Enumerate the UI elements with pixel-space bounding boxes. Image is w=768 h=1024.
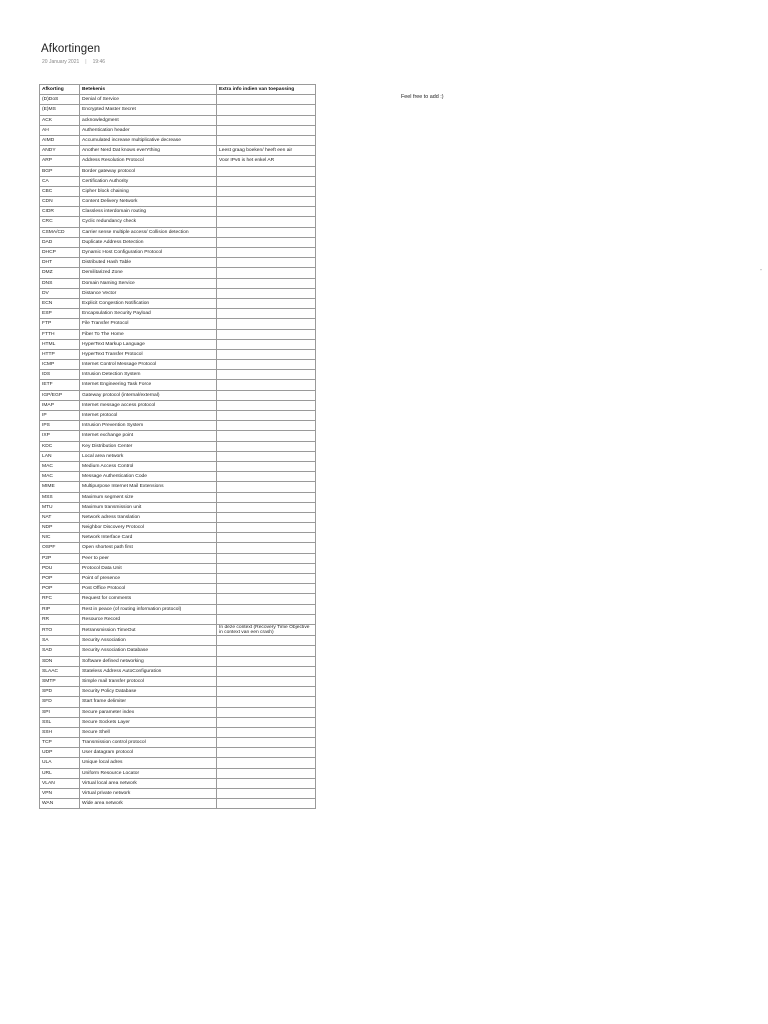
table-row bbox=[40, 636, 316, 646]
cell-meaning[interactable]: Local area network bbox=[80, 451, 217, 461]
cell-extra-info[interactable] bbox=[217, 687, 316, 697]
table-row bbox=[40, 431, 316, 441]
table-row bbox=[40, 574, 316, 584]
page-title: Afkortingen bbox=[41, 43, 101, 55]
cell-extra-info[interactable] bbox=[217, 349, 316, 359]
cell-extra-info[interactable] bbox=[217, 799, 316, 809]
cell-abbreviation[interactable]: (E)MS bbox=[40, 105, 80, 115]
cell-meaning[interactable]: Protocol Data Unit bbox=[80, 563, 217, 573]
cell-extra-info[interactable] bbox=[217, 176, 316, 186]
cell-extra-info[interactable] bbox=[217, 197, 316, 207]
table-row bbox=[40, 738, 316, 748]
cell-meaning[interactable]: acknowledgment bbox=[80, 115, 217, 125]
cell-extra-info[interactable] bbox=[217, 360, 316, 370]
cell-abbreviation[interactable]: IETF bbox=[40, 380, 80, 390]
table-row bbox=[40, 370, 316, 380]
table-row bbox=[40, 717, 316, 727]
cell-extra-info[interactable]: In deze context (Recovery Time Objective in context van een crash) bbox=[217, 624, 316, 635]
cell-meaning[interactable]: Maximum transmission unit bbox=[80, 502, 217, 512]
cell-meaning[interactable]: Cyclic redundancy check bbox=[80, 217, 217, 227]
cell-extra-info[interactable] bbox=[217, 533, 316, 543]
cell-abbreviation[interactable]: SAD bbox=[40, 646, 80, 656]
side-note[interactable]: Feel free to add :) bbox=[401, 94, 444, 100]
cell-extra-info[interactable] bbox=[217, 400, 316, 410]
cell-extra-info[interactable] bbox=[217, 319, 316, 329]
table-row bbox=[40, 135, 316, 145]
cell-abbreviation[interactable]: ANDY bbox=[40, 146, 80, 156]
cell-meaning[interactable]: Domain Naming Service bbox=[80, 278, 217, 288]
cell-abbreviation[interactable]: UDP bbox=[40, 748, 80, 758]
stray-mark: " bbox=[760, 269, 762, 275]
cell-extra-info[interactable] bbox=[217, 390, 316, 400]
meta-separator: | bbox=[85, 59, 87, 65]
cell-extra-info[interactable] bbox=[217, 697, 316, 707]
header-extra-info[interactable]: Extra info indien van toepassing bbox=[217, 85, 316, 95]
cell-meaning[interactable]: Retransmission TimeOut bbox=[80, 624, 217, 635]
cell-extra-info[interactable] bbox=[217, 614, 316, 624]
cell-meaning[interactable]: Rest in peace (of routing information protocol) bbox=[80, 604, 217, 614]
table-row bbox=[40, 390, 316, 400]
cell-abbreviation[interactable]: DHT bbox=[40, 258, 80, 268]
table-row bbox=[40, 95, 316, 105]
table-row bbox=[40, 186, 316, 196]
table-row bbox=[40, 278, 316, 288]
cell-meaning[interactable]: Certification Authority bbox=[80, 176, 217, 186]
cell-meaning[interactable]: Transmission control protocol bbox=[80, 738, 217, 748]
cell-abbreviation[interactable]: MTU bbox=[40, 502, 80, 512]
cell-abbreviation[interactable]: AIMD bbox=[40, 135, 80, 145]
cell-extra-info[interactable] bbox=[217, 186, 316, 196]
cell-abbreviation[interactable]: SLAAC bbox=[40, 666, 80, 676]
table-row bbox=[40, 115, 316, 125]
cell-extra-info[interactable] bbox=[217, 748, 316, 758]
cell-meaning[interactable]: Gateway protocol (internal/external) bbox=[80, 390, 217, 400]
header-meaning[interactable]: Betekenis bbox=[80, 85, 217, 95]
cell-abbreviation[interactable]: RR bbox=[40, 614, 80, 624]
cell-meaning[interactable]: Internet protocol bbox=[80, 411, 217, 421]
cell-extra-info[interactable] bbox=[217, 105, 316, 115]
cell-meaning[interactable]: Post Office Protocol bbox=[80, 584, 217, 594]
table-row bbox=[40, 105, 316, 115]
table-row bbox=[40, 207, 316, 217]
table-row bbox=[40, 237, 316, 247]
cell-abbreviation[interactable]: FTTH bbox=[40, 329, 80, 339]
table-row bbox=[40, 707, 316, 717]
table-row bbox=[40, 421, 316, 431]
cell-meaning[interactable]: Stateless Address AutoConfiguration bbox=[80, 666, 217, 676]
cell-extra-info[interactable] bbox=[217, 207, 316, 217]
table-row bbox=[40, 441, 316, 451]
cell-extra-info[interactable] bbox=[217, 768, 316, 778]
cell-abbreviation[interactable]: SDN bbox=[40, 656, 80, 666]
cell-abbreviation[interactable]: NIC bbox=[40, 533, 80, 543]
table-body bbox=[40, 95, 316, 809]
cell-extra-info[interactable] bbox=[217, 298, 316, 308]
cell-abbreviation[interactable]: AH bbox=[40, 125, 80, 135]
table-row bbox=[40, 349, 316, 359]
cell-extra-info[interactable]: Voor IPv6 is het enkel AR bbox=[217, 156, 316, 166]
table-row bbox=[40, 176, 316, 186]
cell-abbreviation[interactable]: SPI bbox=[40, 707, 80, 717]
table-row bbox=[40, 288, 316, 298]
cell-extra-info[interactable] bbox=[217, 604, 316, 614]
cell-meaning[interactable]: Demilitarized Zone bbox=[80, 268, 217, 278]
cell-extra-info[interactable] bbox=[217, 727, 316, 737]
cell-extra-info[interactable] bbox=[217, 217, 316, 227]
cell-extra-info[interactable] bbox=[217, 339, 316, 349]
table-row bbox=[40, 156, 316, 166]
cell-abbreviation[interactable]: FTP bbox=[40, 319, 80, 329]
table-row bbox=[40, 482, 316, 492]
cell-extra-info[interactable] bbox=[217, 563, 316, 573]
cell-meaning[interactable]: Carrier sense multiple access/ Collision detection bbox=[80, 227, 217, 237]
cell-abbreviation[interactable]: DMZ bbox=[40, 268, 80, 278]
table-row bbox=[40, 380, 316, 390]
table-row bbox=[40, 298, 316, 308]
table-row bbox=[40, 727, 316, 737]
cell-extra-info[interactable] bbox=[217, 646, 316, 656]
cell-abbreviation[interactable]: (D)DoS bbox=[40, 95, 80, 105]
table-row bbox=[40, 248, 316, 258]
cell-abbreviation[interactable]: POP bbox=[40, 574, 80, 584]
cell-extra-info[interactable] bbox=[217, 553, 316, 563]
cell-abbreviation[interactable]: DAD bbox=[40, 237, 80, 247]
cell-abbreviation[interactable]: ARP bbox=[40, 156, 80, 166]
cell-extra-info[interactable] bbox=[217, 472, 316, 482]
table-row bbox=[40, 146, 316, 156]
cell-meaning[interactable]: HyperText Markup Language bbox=[80, 339, 217, 349]
page-time: 19:46 bbox=[92, 59, 106, 65]
cell-abbreviation[interactable]: P2P bbox=[40, 553, 80, 563]
cell-extra-info[interactable] bbox=[217, 135, 316, 145]
cell-abbreviation[interactable]: IDS bbox=[40, 370, 80, 380]
table-row bbox=[40, 656, 316, 666]
cell-abbreviation[interactable]: SSL bbox=[40, 717, 80, 727]
cell-extra-info[interactable] bbox=[217, 411, 316, 421]
cell-extra-info[interactable] bbox=[217, 431, 316, 441]
cell-extra-info[interactable] bbox=[217, 370, 316, 380]
page-date: 20 January 2021 bbox=[42, 59, 80, 65]
table-row bbox=[40, 492, 316, 502]
cell-extra-info[interactable] bbox=[217, 656, 316, 666]
cell-abbreviation[interactable]: DNS bbox=[40, 278, 80, 288]
cell-meaning[interactable]: Multipurpose Internet Mail Extensions bbox=[80, 482, 217, 492]
cell-meaning[interactable]: HyperText Transfer Protocol bbox=[80, 349, 217, 359]
cell-meaning[interactable]: Network Interface Card bbox=[80, 533, 217, 543]
cell-meaning[interactable]: Fiber To The Home bbox=[80, 329, 217, 339]
cell-meaning[interactable]: Secure parameter index bbox=[80, 707, 217, 717]
cell-meaning[interactable]: Denial of Service bbox=[80, 95, 217, 105]
cell-meaning[interactable]: Neighbor Discovery Protocol bbox=[80, 523, 217, 533]
cell-meaning[interactable]: Message Authentication Code bbox=[80, 472, 217, 482]
cell-meaning[interactable]: Wide area network bbox=[80, 799, 217, 809]
table-row bbox=[40, 217, 316, 227]
cell-meaning[interactable]: Security Association bbox=[80, 636, 217, 646]
cell-extra-info[interactable] bbox=[217, 636, 316, 646]
cell-meaning[interactable]: Internet Control Message Protocol bbox=[80, 360, 217, 370]
cell-abbreviation[interactable]: HTTP bbox=[40, 349, 80, 359]
cell-extra-info[interactable] bbox=[217, 248, 316, 258]
table-row bbox=[40, 319, 316, 329]
cell-meaning[interactable]: Network adress translation bbox=[80, 512, 217, 522]
cell-meaning[interactable]: Encapsulation Security Payload bbox=[80, 309, 217, 319]
table-row bbox=[40, 512, 316, 522]
table-row bbox=[40, 748, 316, 758]
table-row bbox=[40, 461, 316, 471]
cell-extra-info[interactable] bbox=[217, 584, 316, 594]
cell-abbreviation[interactable]: ULA bbox=[40, 758, 80, 768]
table-row bbox=[40, 614, 316, 624]
table-row bbox=[40, 125, 316, 135]
header-abbreviation[interactable]: Afkorting bbox=[40, 85, 80, 95]
cell-extra-info[interactable] bbox=[217, 512, 316, 522]
cell-meaning[interactable]: Security Policy Database bbox=[80, 687, 217, 697]
cell-abbreviation[interactable]: VLAN bbox=[40, 778, 80, 788]
cell-abbreviation[interactable]: ICMP bbox=[40, 360, 80, 370]
table-header-row bbox=[40, 85, 316, 95]
cell-abbreviation[interactable]: DV bbox=[40, 288, 80, 298]
table-row bbox=[40, 502, 316, 512]
table-row bbox=[40, 697, 316, 707]
table-row bbox=[40, 411, 316, 421]
cell-meaning[interactable]: Authentication header bbox=[80, 125, 217, 135]
cell-meaning[interactable]: Simple mail transfer protocol bbox=[80, 676, 217, 686]
cell-extra-info[interactable] bbox=[217, 278, 316, 288]
table-row bbox=[40, 594, 316, 604]
cell-abbreviation[interactable]: HTML bbox=[40, 339, 80, 349]
cell-meaning[interactable]: Virtual private network bbox=[80, 789, 217, 799]
cell-abbreviation[interactable]: IP bbox=[40, 411, 80, 421]
cell-extra-info[interactable]: Leest graag boeken/ heeft een air bbox=[217, 146, 316, 156]
cell-abbreviation[interactable]: CA bbox=[40, 176, 80, 186]
table-row bbox=[40, 563, 316, 573]
cell-meaning[interactable]: Encrypted Master Secret bbox=[80, 105, 217, 115]
cell-extra-info[interactable] bbox=[217, 227, 316, 237]
cell-meaning[interactable]: Distance Vector bbox=[80, 288, 217, 298]
cell-abbreviation[interactable]: MIME bbox=[40, 482, 80, 492]
table-row bbox=[40, 523, 316, 533]
cell-meaning[interactable]: Maximum segment size bbox=[80, 492, 217, 502]
cell-meaning[interactable]: Request for comments bbox=[80, 594, 217, 604]
cell-abbreviation[interactable]: POP bbox=[40, 584, 80, 594]
cell-meaning[interactable]: Cipher block chaining bbox=[80, 186, 217, 196]
cell-meaning[interactable]: Point of presence bbox=[80, 574, 217, 584]
cell-abbreviation[interactable]: NDP bbox=[40, 523, 80, 533]
cell-extra-info[interactable] bbox=[217, 492, 316, 502]
cell-extra-info[interactable] bbox=[217, 451, 316, 461]
cell-abbreviation[interactable]: PDU bbox=[40, 563, 80, 573]
cell-meaning[interactable]: Internet exchange point bbox=[80, 431, 217, 441]
cell-abbreviation[interactable]: SFD bbox=[40, 697, 80, 707]
cell-meaning[interactable]: Secure Shell bbox=[80, 727, 217, 737]
table-row bbox=[40, 666, 316, 676]
table-row bbox=[40, 533, 316, 543]
table-row bbox=[40, 778, 316, 788]
cell-abbreviation[interactable]: WAN bbox=[40, 799, 80, 809]
cell-meaning[interactable]: Content Delivery Network bbox=[80, 197, 217, 207]
cell-meaning[interactable]: Unique local adres bbox=[80, 758, 217, 768]
cell-meaning[interactable]: Security Association Database bbox=[80, 646, 217, 656]
cell-abbreviation[interactable]: CSMA/CD bbox=[40, 227, 80, 237]
table-row bbox=[40, 451, 316, 461]
cell-extra-info[interactable] bbox=[217, 329, 316, 339]
cell-abbreviation[interactable]: IPS bbox=[40, 421, 80, 431]
table-row bbox=[40, 339, 316, 349]
table-row bbox=[40, 799, 316, 809]
cell-meaning[interactable]: Internet message access protocol bbox=[80, 400, 217, 410]
table-row bbox=[40, 676, 316, 686]
cell-abbreviation[interactable]: TCP bbox=[40, 738, 80, 748]
cell-extra-info[interactable] bbox=[217, 707, 316, 717]
cell-abbreviation[interactable]: SMTP bbox=[40, 676, 80, 686]
table-row bbox=[40, 329, 316, 339]
cell-meaning[interactable]: Intrusion Prevention System bbox=[80, 421, 217, 431]
cell-extra-info[interactable] bbox=[217, 738, 316, 748]
cell-meaning[interactable]: Address Resolution Protocol bbox=[80, 156, 217, 166]
cell-abbreviation[interactable]: IXP bbox=[40, 431, 80, 441]
cell-meaning[interactable]: Secure Sockets Layer bbox=[80, 717, 217, 727]
cell-abbreviation[interactable]: CIDR bbox=[40, 207, 80, 217]
cell-extra-info[interactable] bbox=[217, 95, 316, 105]
cell-extra-info[interactable] bbox=[217, 441, 316, 451]
cell-extra-info[interactable] bbox=[217, 125, 316, 135]
cell-meaning[interactable]: Medium Access Control bbox=[80, 461, 217, 471]
cell-meaning[interactable]: Resource Record bbox=[80, 614, 217, 624]
cell-abbreviation[interactable]: OSPF bbox=[40, 543, 80, 553]
table-row bbox=[40, 166, 316, 176]
abbreviation-table bbox=[39, 84, 316, 809]
table-row bbox=[40, 309, 316, 319]
cell-abbreviation[interactable]: VPN bbox=[40, 789, 80, 799]
cell-abbreviation[interactable]: MAC bbox=[40, 461, 80, 471]
cell-extra-info[interactable] bbox=[217, 758, 316, 768]
table-row bbox=[40, 584, 316, 594]
table-row bbox=[40, 789, 316, 799]
cell-meaning[interactable]: Duplicate Address Detection bbox=[80, 237, 217, 247]
cell-extra-info[interactable] bbox=[217, 666, 316, 676]
cell-extra-info[interactable] bbox=[217, 258, 316, 268]
table-row bbox=[40, 472, 316, 482]
cell-abbreviation[interactable]: RFC bbox=[40, 594, 80, 604]
table-row bbox=[40, 624, 316, 635]
cell-meaning[interactable]: File Transfer Protocol bbox=[80, 319, 217, 329]
cell-extra-info[interactable] bbox=[217, 309, 316, 319]
table-row bbox=[40, 687, 316, 697]
cell-abbreviation[interactable]: IGP/EGP bbox=[40, 390, 80, 400]
cell-abbreviation[interactable]: MAC bbox=[40, 472, 80, 482]
page-meta bbox=[42, 59, 105, 65]
cell-extra-info[interactable] bbox=[217, 288, 316, 298]
cell-abbreviation[interactable]: ESP bbox=[40, 309, 80, 319]
table-row bbox=[40, 768, 316, 778]
table-row bbox=[40, 360, 316, 370]
cell-meaning[interactable]: Peer to peer bbox=[80, 553, 217, 563]
cell-meaning[interactable]: Virtual local area network bbox=[80, 778, 217, 788]
cell-abbreviation[interactable]: DHCP bbox=[40, 248, 80, 258]
cell-meaning[interactable]: Intrusion Detection System bbox=[80, 370, 217, 380]
table-row bbox=[40, 604, 316, 614]
cell-extra-info[interactable] bbox=[217, 676, 316, 686]
cell-extra-info[interactable] bbox=[217, 778, 316, 788]
cell-extra-info[interactable] bbox=[217, 502, 316, 512]
cell-extra-info[interactable] bbox=[217, 789, 316, 799]
table-row bbox=[40, 197, 316, 207]
cell-abbreviation[interactable]: ECN bbox=[40, 298, 80, 308]
cell-meaning[interactable]: Start frame delimiter bbox=[80, 697, 217, 707]
cell-abbreviation[interactable]: BGP bbox=[40, 166, 80, 176]
cell-abbreviation[interactable]: SSH bbox=[40, 727, 80, 737]
cell-abbreviation[interactable]: ACK bbox=[40, 115, 80, 125]
cell-meaning[interactable]: Border gateway protocol bbox=[80, 166, 217, 176]
cell-meaning[interactable]: Open shortest path first bbox=[80, 543, 217, 553]
cell-extra-info[interactable] bbox=[217, 268, 316, 278]
cell-abbreviation[interactable]: URL bbox=[40, 768, 80, 778]
cell-meaning[interactable]: Accumulated increase multiplicative decrease bbox=[80, 135, 217, 145]
cell-abbreviation[interactable]: LAN bbox=[40, 451, 80, 461]
cell-meaning[interactable]: Distributed Hash Table bbox=[80, 258, 217, 268]
cell-extra-info[interactable] bbox=[217, 594, 316, 604]
cell-meaning[interactable]: Another Nerd Dat knows everYthing bbox=[80, 146, 217, 156]
cell-extra-info[interactable] bbox=[217, 717, 316, 727]
cell-extra-info[interactable] bbox=[217, 574, 316, 584]
cell-meaning[interactable]: Dynamic Host Configuration Protocol bbox=[80, 248, 217, 258]
cell-abbreviation[interactable]: IMAP bbox=[40, 400, 80, 410]
cell-meaning[interactable]: Software defined networking bbox=[80, 656, 217, 666]
table-row bbox=[40, 268, 316, 278]
cell-meaning[interactable]: Classless interdomain routing bbox=[80, 207, 217, 217]
cell-meaning[interactable]: Explicit Congestion Notification bbox=[80, 298, 217, 308]
cell-extra-info[interactable] bbox=[217, 421, 316, 431]
cell-abbreviation[interactable]: KDC bbox=[40, 441, 80, 451]
cell-extra-info[interactable] bbox=[217, 237, 316, 247]
cell-meaning[interactable]: Key Distribution Center bbox=[80, 441, 217, 451]
table-row bbox=[40, 227, 316, 237]
cell-abbreviation[interactable]: CDN bbox=[40, 197, 80, 207]
table-row bbox=[40, 258, 316, 268]
table-row bbox=[40, 646, 316, 656]
cell-abbreviation[interactable]: NAT bbox=[40, 512, 80, 522]
cell-extra-info[interactable] bbox=[217, 166, 316, 176]
cell-extra-info[interactable] bbox=[217, 461, 316, 471]
cell-abbreviation[interactable]: CRC bbox=[40, 217, 80, 227]
cell-extra-info[interactable] bbox=[217, 523, 316, 533]
cell-extra-info[interactable] bbox=[217, 380, 316, 390]
cell-abbreviation[interactable]: RTO bbox=[40, 624, 80, 635]
cell-abbreviation[interactable]: CBC bbox=[40, 186, 80, 196]
cell-extra-info[interactable] bbox=[217, 482, 316, 492]
table-row bbox=[40, 553, 316, 563]
table-row bbox=[40, 758, 316, 768]
table-row bbox=[40, 543, 316, 553]
cell-abbreviation[interactable]: RIP bbox=[40, 604, 80, 614]
table-row bbox=[40, 400, 316, 410]
cell-meaning[interactable]: User datagram protocol bbox=[80, 748, 217, 758]
cell-extra-info[interactable] bbox=[217, 543, 316, 553]
cell-meaning[interactable]: Uniform Resource Locator bbox=[80, 768, 217, 778]
cell-extra-info[interactable] bbox=[217, 115, 316, 125]
cell-abbreviation[interactable]: MSS bbox=[40, 492, 80, 502]
cell-abbreviation[interactable]: SPD bbox=[40, 687, 80, 697]
cell-meaning[interactable]: Internet Engineering Task Force bbox=[80, 380, 217, 390]
cell-abbreviation[interactable]: SA bbox=[40, 636, 80, 646]
